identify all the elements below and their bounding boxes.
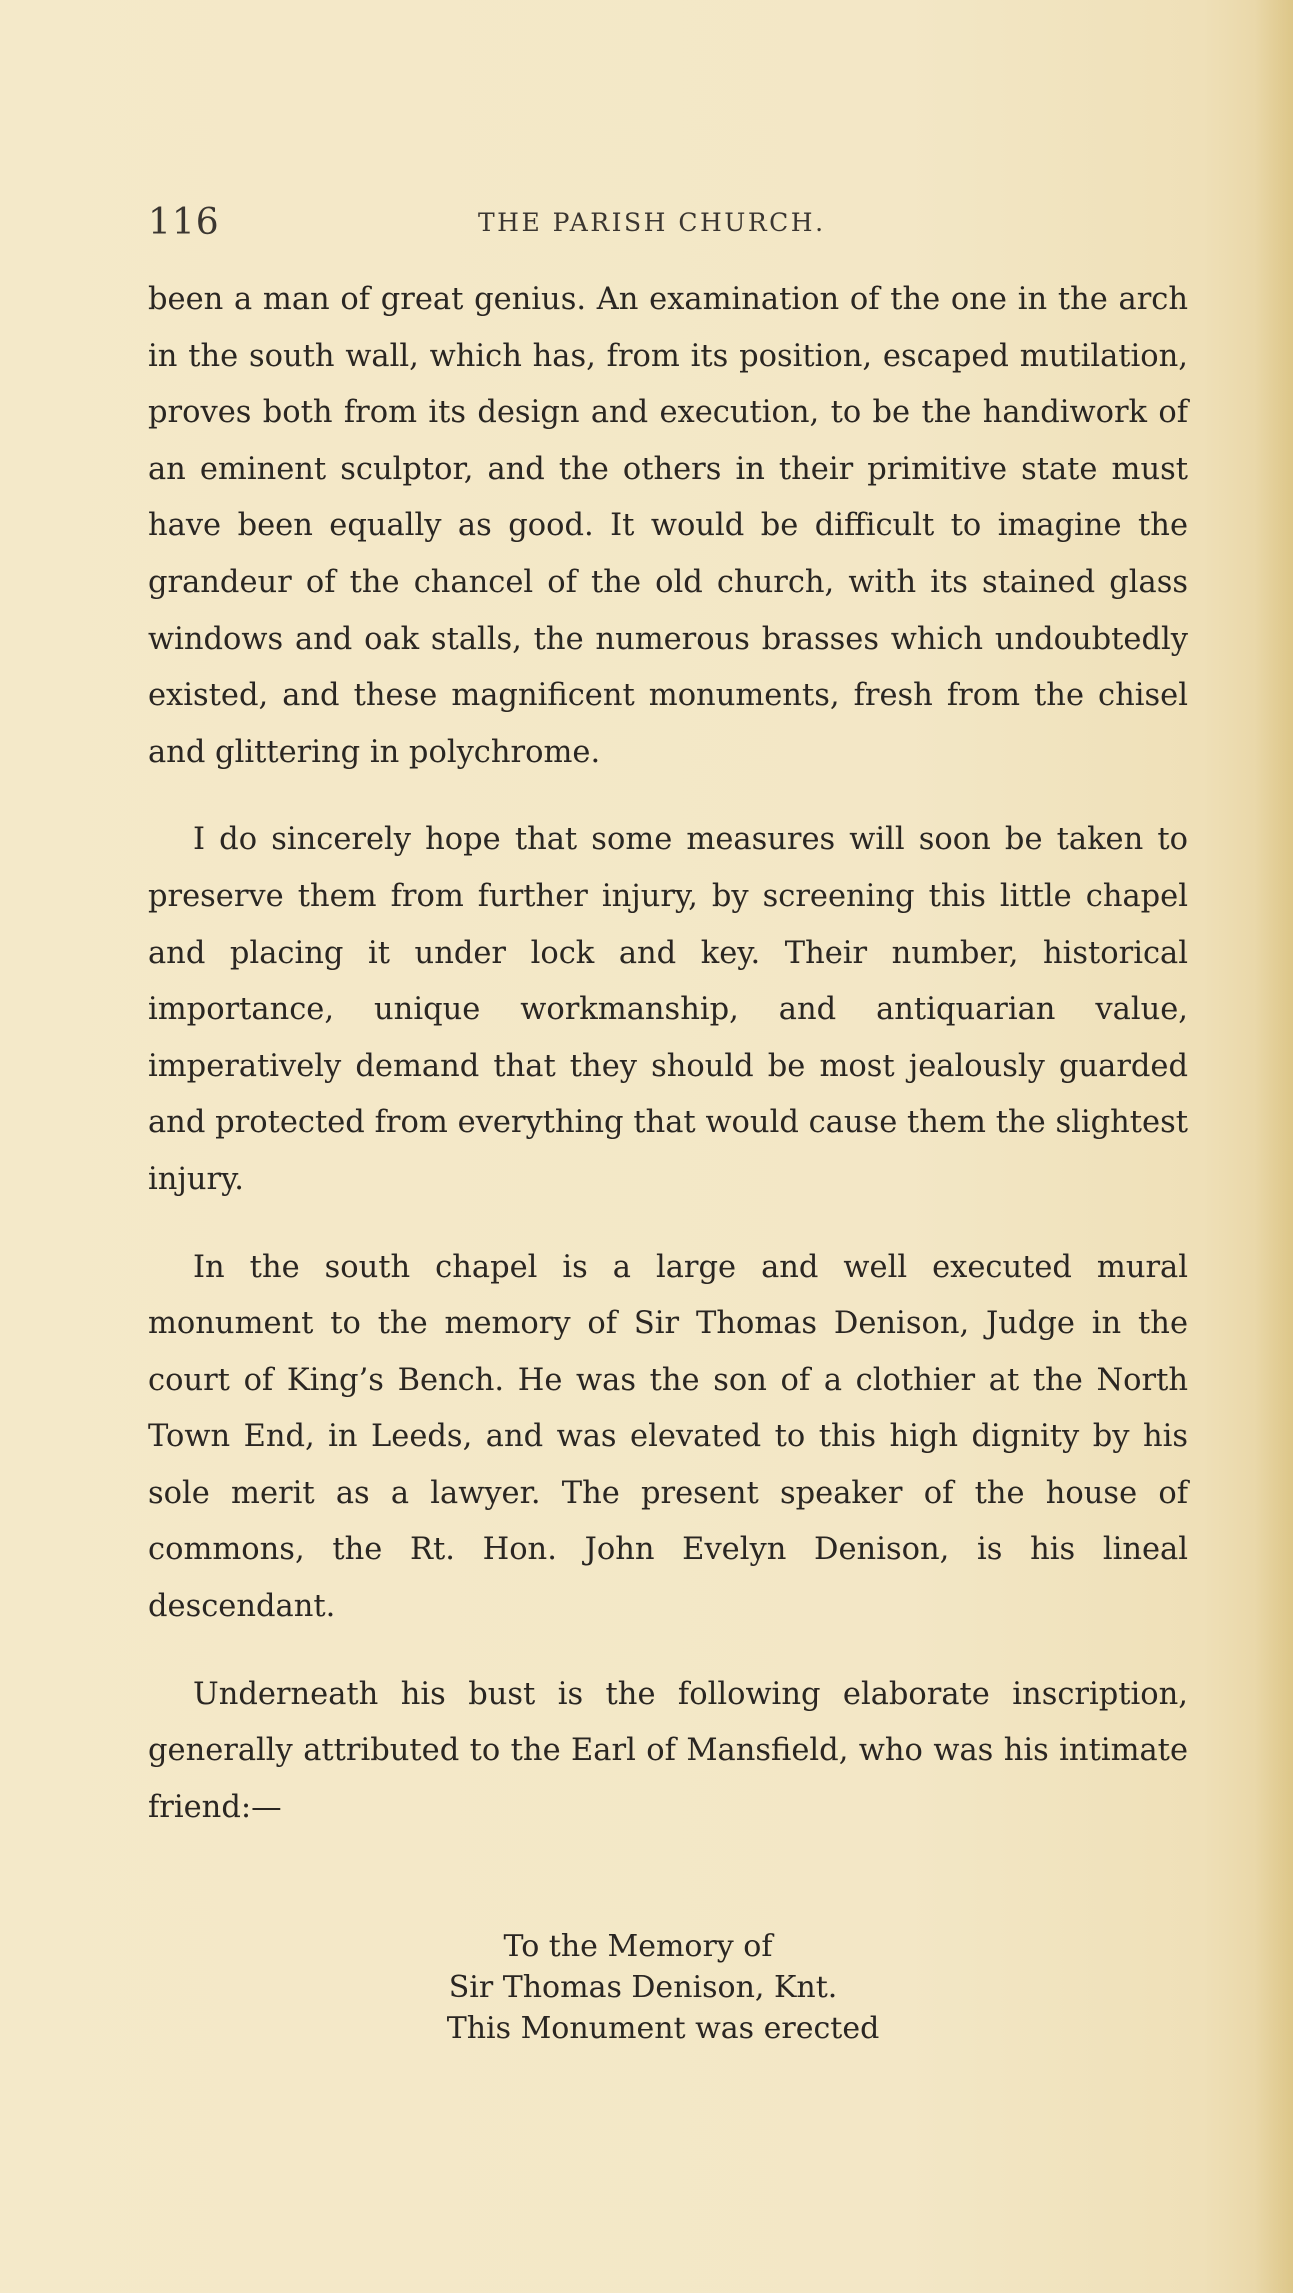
paragraph-inscription-intro: Underneath his bust is the following elaborate inscription, generally attributed to the Earl of Mansfield, who was his intimate friend:— [148,1676,1188,1825]
paragraph-continuation: been a man of great genius. An examination of the one in the arch in the south wall, which has, from its position, escaped mutilation, proves both from its design and execution, to be the handiwork of an eminent sculptor, and the others in their primitive state must have been equally as good. It would be difficult to imagine the grandeur of the chancel of the old church, with its stained glass windows and oak stalls, the numerous brasses which undoubtedly existed, and these magnificent monuments, fresh from the chisel and glittering in polychrome. [148,282,1188,770]
page-number: 116 [148,202,220,243]
running-title: THE PARISH CHURCH. [478,208,826,237]
inscription-block [148,1926,1188,2049]
inscription-line: Sir Thomas Denison, Knt. [448,1970,838,2005]
page-edge-shading [1255,0,1293,2293]
inscription-line: This Monument was erected [446,2011,880,2046]
paragraph-preservation: I do sincerely hope that some measures will soon be taken to preserve them from further injury, by screening this little chapel and placing it under lock and key. Their number, historical importance, unique workmanship, and antiquarian value, imperatively demand that they should be most jealously guarded and protected from everything that would cause them the slightest injury. [148,822,1188,1197]
inscription-line: To the Memory of [503,1929,773,1964]
paragraph-denison-monument: In the south chapel is a large and well executed mural monument to the memory of Sir Thomas Denison, Judge in the court of King’s Bench. He was the son of a clothier at the North Town End, in Leeds, and was elevated to this high dignity by his sole merit as a lawyer. The present speaker of the house of commons, the Rt. Hon. John Evelyn Denison, is his lineal descendant. [148,1249,1188,1625]
body-text [148,272,1188,1836]
running-head [148,202,1188,242]
